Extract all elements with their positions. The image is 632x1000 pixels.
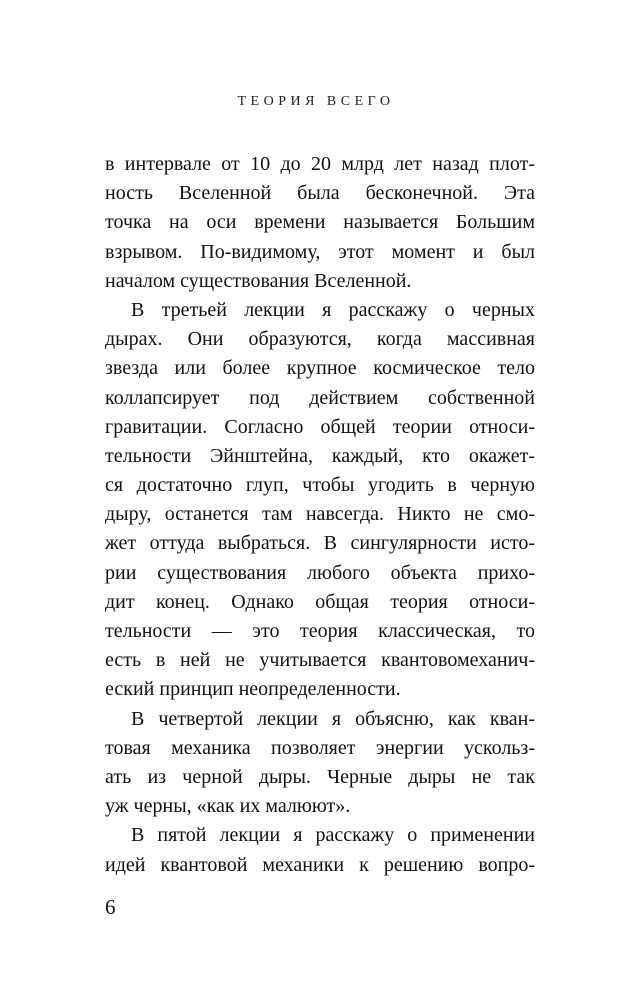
paragraph	[105, 150, 535, 296]
text-line: тельности Эйнштейна, каждый, кто окажет-	[105, 444, 535, 467]
running-head: ТЕОРИЯ ВСЕГО	[237, 94, 395, 109]
text-line: уж черны, «как их малюют».	[105, 795, 351, 818]
text-line: дырах. Они образуются, когда массивная	[105, 328, 535, 351]
text-line: началом существования Вселенной.	[105, 269, 412, 292]
text-line: точка на оси времени называется Большим	[105, 211, 535, 234]
text-line: рии существования любого объекта прихо-	[105, 561, 535, 584]
body-text	[105, 150, 535, 880]
text-line: дыру, останется там навсегда. Никто не смо-	[105, 503, 535, 526]
text-line: ся достаточно глуп, чтобы угодить в черную	[105, 474, 535, 497]
text-line: жет оттуда выбраться. В сингулярности исто-	[105, 532, 535, 555]
text-line: идей квантовой механики к решению вопро-	[105, 853, 535, 876]
text-line: В четвертой лекции я объясню, как кван-	[131, 707, 535, 730]
text-line: гравитации. Согласно общей теории относи-	[105, 415, 535, 438]
text-line: коллапсирует под действием собственной	[105, 386, 535, 409]
text-line: тельности — это теория классическая, то	[105, 620, 535, 642]
text-line: в интервале от 10 до 20 млрд лет назад плот-	[105, 153, 535, 175]
page-number: 6	[105, 895, 116, 919]
text-line: ать из черной дыры. Черные дыры не так	[105, 765, 535, 788]
text-line: товая механика позволяет энергии ускольз-	[105, 736, 535, 759]
paragraph	[105, 821, 535, 879]
text-line: еский принцип неопределенности.	[105, 678, 401, 701]
text-line: взрывом. По-видимому, этот момент и был	[105, 240, 535, 263]
text-line: дит конец. Однако общая теория относи-	[105, 590, 535, 613]
text-line: есть в ней не учитывается квантовомеханич-	[105, 649, 535, 672]
paragraph	[105, 705, 535, 822]
text-line: В третьей лекции я расскажу о черных	[131, 298, 535, 321]
text-line: ность Вселенной была бесконечной. Эта	[105, 182, 535, 205]
text-line: В пятой лекции я расскажу о применении	[131, 824, 535, 847]
paragraph	[105, 296, 535, 705]
text-line: звезда или более крупное космическое тело	[105, 357, 535, 380]
